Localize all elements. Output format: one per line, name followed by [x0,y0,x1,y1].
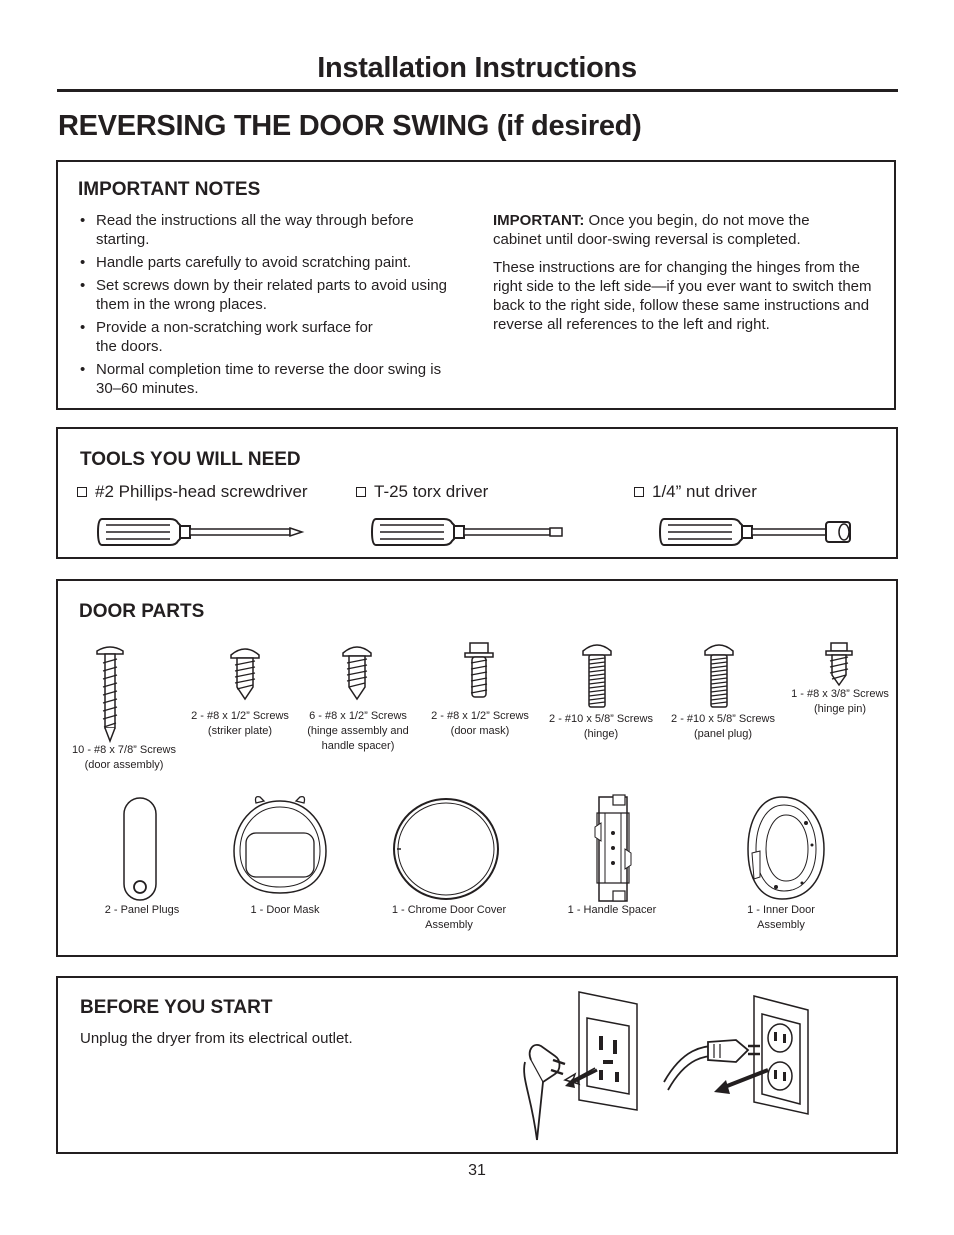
important-warning [493,211,853,249]
door-mask-icon [230,793,330,903]
long-screw-icon [95,645,125,743]
part-caption: 2 - Panel Plugs [104,904,180,916]
phillips-screwdriver-icon [96,515,308,549]
before-you-start-box [56,976,898,1154]
checkbox-icon [356,487,366,497]
important-notes-heading: IMPORTANT NOTES [78,179,261,200]
unplug-duplex-outlet-illustration-icon [662,992,832,1122]
screw-caption: 2 - #10 x 5/8” Screws (hinge) [549,713,653,740]
handle-spacer-icon [591,793,635,905]
machine-screw-icon [580,641,614,709]
note-bullet: • Read the instructions all the way through before starting. [76,211,466,249]
door-parts-box [56,579,898,957]
note-bullet: • Normal completion time to reverse the door swing is 30–60 minutes. [76,360,466,398]
inner-door-assembly-icon [746,793,826,903]
tool-item-torx [356,482,488,502]
note-bullet: • Set screws down by their related parts to avoid using them in the wrong places. [76,276,466,314]
checkbox-icon [77,487,87,497]
tool-item-nut-driver [634,482,757,502]
note-bullet: • Handle parts carefully to avoid scratching paint. [76,253,466,272]
tools-heading: TOOLS YOU WILL NEED [80,449,301,470]
part-caption: 1 - Inner Door Assembly [747,904,815,931]
part-caption: 1 - Door Mask [250,904,320,916]
important-notes-list [76,211,466,402]
torx-driver-icon [370,515,566,549]
hex-screw-icon [462,641,496,701]
part-caption: 1 - Chrome Door Cover Assembly [391,904,507,931]
panel-plug-icon [122,796,158,902]
machine-screw-icon [702,641,736,709]
checkbox-icon [634,487,644,497]
before-you-start-heading: BEFORE YOU START [80,997,273,1018]
short-screw-icon [340,643,374,701]
nut-driver-icon [658,515,856,549]
screw-caption: 6 - #8 x 1/2” Screws (hinge assembly and handle spacer) [307,710,409,752]
tool-item-phillips [77,482,308,502]
page-title: Installation Instructions [317,52,637,84]
tool-label: #2 Phillips-head screwdriver [95,482,308,501]
short-screw-icon [228,645,262,701]
tools-box [56,427,898,559]
note-bullet: • Provide a non-scratching work surface for the doors. [76,318,466,356]
screw-caption: 2 - #10 x 5/8” Screws (panel plug) [671,713,775,740]
title-rule [57,89,898,92]
important-notes-box [56,160,896,410]
important-text: Once you begin, do not move the cabinet until door-swing reversal is completed. [493,212,810,248]
page-number: 31 [468,1162,486,1179]
screw-caption: 1 - #8 x 3/8” Screws (hinge pin) [791,688,889,715]
chrome-door-cover-icon [392,797,500,901]
reversal-paragraph: These instructions are for changing the hinges from the right side to the left side—if you ever want to switch them back to the right side, follow these same instructions and reverse all references to the left and right. [493,259,872,333]
screw-caption: 2 - #8 x 1/2” Screws (striker plate) [191,710,289,737]
section-title: REVERSING THE DOOR SWING (if desired) [58,110,642,142]
small-hex-screw-icon [824,641,854,687]
before-you-start-text: Unplug the dryer from its electrical outlet. [80,1030,353,1047]
unplug-four-prong-illustration-icon [513,990,643,1146]
tool-label: 1/4” nut driver [652,482,757,501]
part-caption: 1 - Handle Spacer [567,904,657,916]
screw-caption: 10 - #8 x 7/8” Screws (door assembly) [72,744,176,771]
door-parts-heading: DOOR PARTS [79,601,205,622]
screw-caption: 2 - #8 x 1/2” Screws (door mask) [431,710,529,737]
important-label: IMPORTANT: [493,212,585,229]
tool-label: T-25 torx driver [374,482,489,501]
